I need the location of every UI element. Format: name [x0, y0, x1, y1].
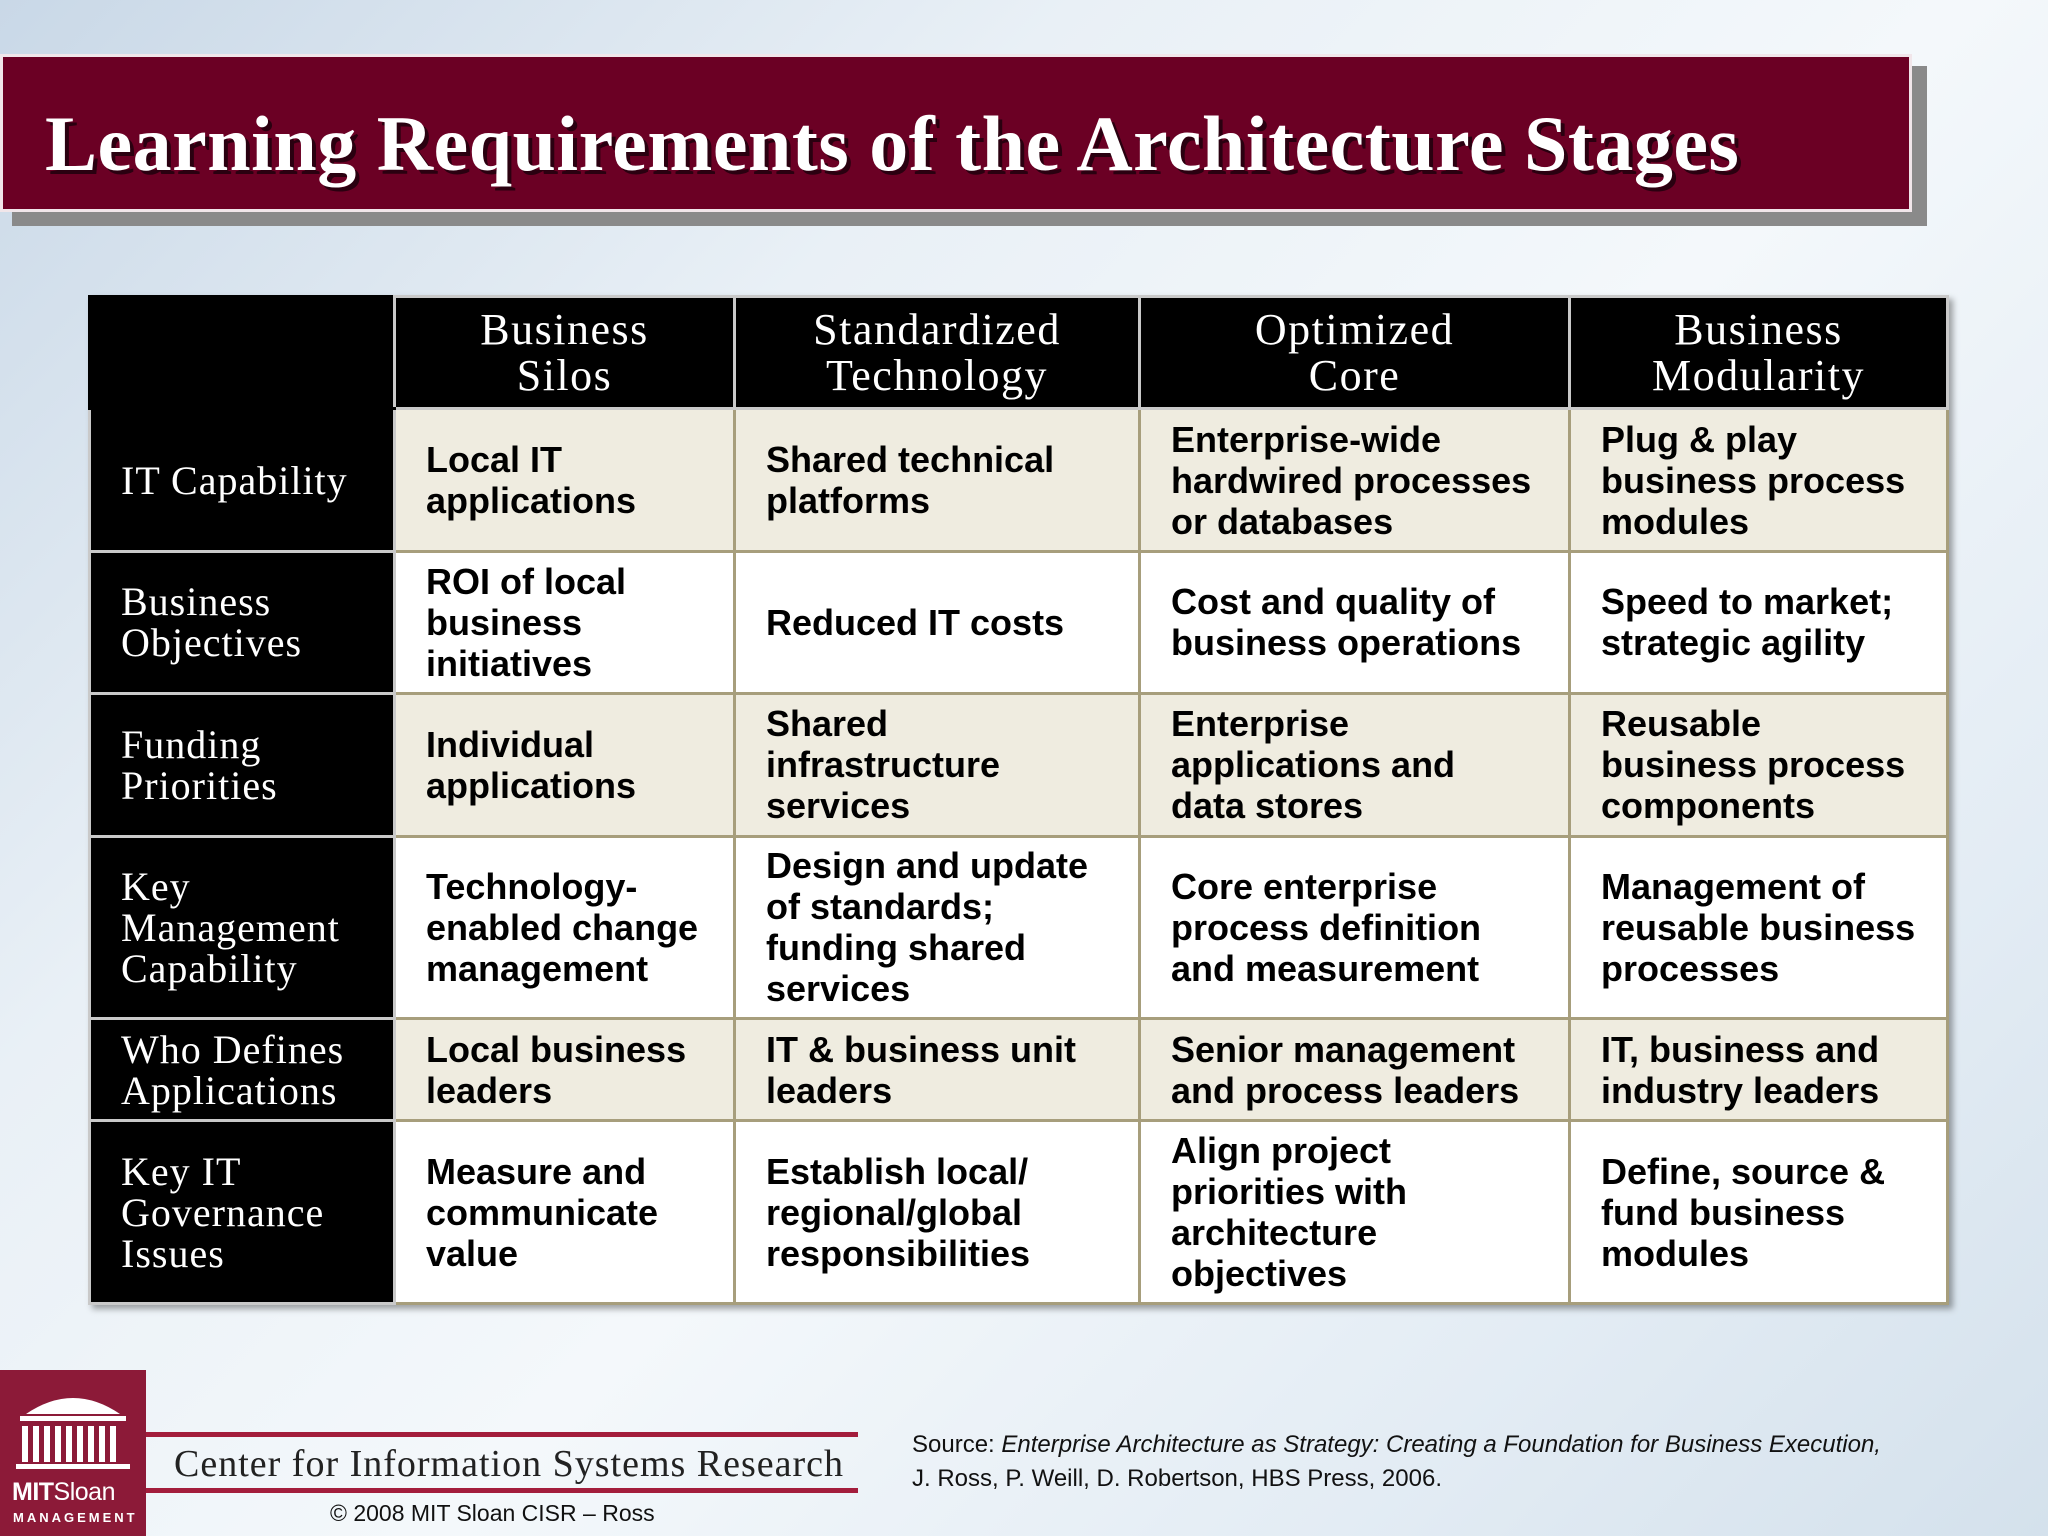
source-line-1	[912, 1428, 1881, 1462]
table-cell: Shared technical platforms	[735, 409, 1140, 551]
column-header-business-silos: Business Silos	[395, 297, 735, 409]
column-header-standardized-technology: Standardized Technology	[735, 297, 1140, 409]
table-cell: Align project priorities with architecture objectives	[1140, 1121, 1570, 1304]
table-cell: Establish local/ regional/global responsibilities	[735, 1121, 1140, 1304]
table-cell: Measure and communicate value	[395, 1121, 735, 1304]
source-title: Enterprise Architecture as Strategy: Creating a Foundation for Business Execution,	[1001, 1431, 1881, 1458]
row-header: Who Defines Applications	[90, 1019, 395, 1121]
footer-rule-top	[146, 1432, 858, 1437]
table-cell: Enterprise-wide hardwired processes or databases	[1140, 409, 1570, 551]
column-header-optimized-core: Optimized Core	[1140, 297, 1570, 409]
mit-sloan-logo	[0, 1370, 146, 1536]
table-cell: Reusable business process components	[1570, 694, 1948, 836]
table-cell: Cost and quality of business operations	[1140, 551, 1570, 693]
logo-word-bold: MIT	[12, 1478, 54, 1506]
table-corner-cell	[90, 297, 395, 409]
source-prefix: Source:	[912, 1431, 1002, 1458]
table-cell: Local IT applications	[395, 409, 735, 551]
table-cell: Define, source & fund business modules	[1570, 1121, 1948, 1304]
copyright-text: © 2008 MIT Sloan CISR – Ross	[330, 1500, 655, 1526]
table-cell: Local business leaders	[395, 1019, 735, 1121]
column-header-business-modularity: Business Modularity	[1570, 297, 1948, 409]
table-cell: IT & business unit leaders	[735, 1019, 1140, 1121]
table-cell: Core enterprise process definition and measurement	[1140, 836, 1570, 1019]
row-header: Key IT Governance Issues	[90, 1121, 395, 1304]
row-header: Business Objectives	[90, 551, 395, 693]
table-cell: Shared infrastructure services	[735, 694, 1140, 836]
table-cell: IT, business and industry leaders	[1570, 1019, 1948, 1121]
mit-dome-icon	[12, 1388, 134, 1470]
row-header: Key Management Capability	[90, 836, 395, 1019]
row-header: Funding Priorities	[90, 694, 395, 836]
table-cell: Senior management and process leaders	[1140, 1019, 1570, 1121]
table-row-who-defines-applications	[90, 1019, 1948, 1121]
table-row-key-it-governance-issues	[90, 1121, 1948, 1304]
table-row-it-capability	[90, 409, 1948, 551]
logo-subtitle: MANAGEMENT	[13, 1510, 138, 1525]
table-row-business-objectives	[90, 551, 1948, 693]
table-cell: Technology- enabled change management	[395, 836, 735, 1019]
logo-word-light: Sloan	[53, 1478, 115, 1506]
table-cell: Individual applications	[395, 694, 735, 836]
table-cell: Plug & play business process modules	[1570, 409, 1948, 551]
table-cell: Management of reusable business processes	[1570, 836, 1948, 1019]
table-cell: Speed to market; strategic agility	[1570, 551, 1948, 693]
source-line-2: J. Ross, P. Weill, D. Robertson, HBS Press, 2006.	[912, 1465, 1442, 1492]
table-row-funding-priorities	[90, 694, 1948, 836]
table-cell: Enterprise applications and data stores	[1140, 694, 1570, 836]
footer-rule-bottom	[146, 1488, 858, 1493]
center-name: Center for Information Systems Research	[174, 1443, 845, 1485]
table-cell: Design and update of standards; funding shared services	[735, 836, 1140, 1019]
row-header: IT Capability	[90, 409, 395, 551]
slide-title: Learning Requirements of the Architecture Stages	[45, 100, 1740, 187]
source-citation	[912, 1428, 1881, 1496]
logo-wordmark	[12, 1478, 115, 1507]
table-row-key-management-capability	[90, 836, 1948, 1019]
title-bar	[0, 54, 1912, 212]
table-cell: ROI of local business initiatives	[395, 551, 735, 693]
architecture-stages-table	[88, 295, 1949, 1305]
table-cell: Reduced IT costs	[735, 551, 1140, 693]
table-header-row	[90, 297, 1948, 409]
